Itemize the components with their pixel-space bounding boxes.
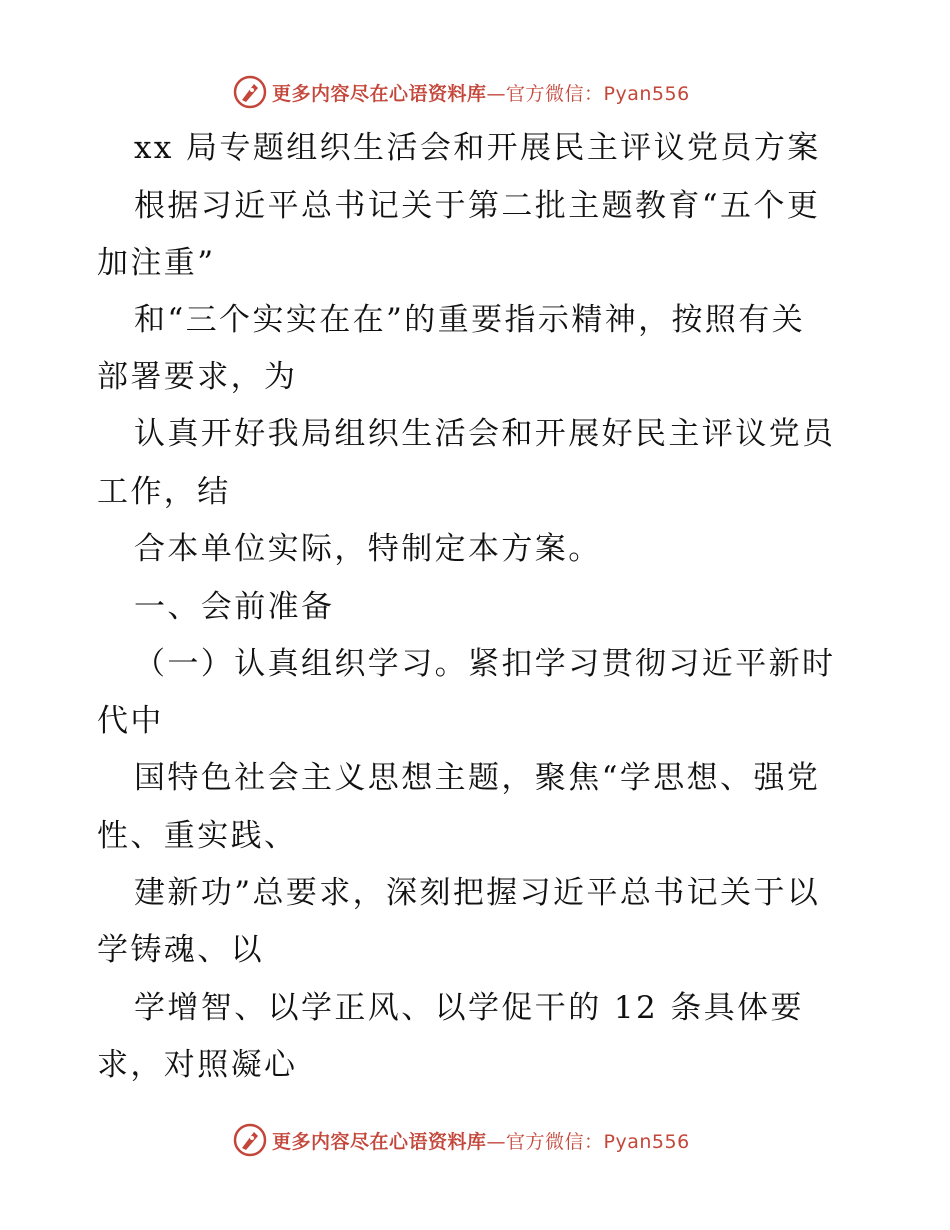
paragraph-line: 学增智、以学正风、以学促干的 12 条具体要 [134,990,804,1026]
paragraph-line: 代中 [97,703,164,739]
paragraph-line: 建新功”总要求，深刻把握习近平总书记关于以 [134,875,821,911]
paragraph-line: 部署要求，为 [97,359,298,395]
document-title: xx 局专题组织生活会和开展民主评议党员方案 [134,130,821,166]
watermark-wechat-id: Pyan556 [603,82,690,105]
watermark-main-text: 更多内容尽在心语资料库 [272,1130,487,1153]
paragraph-line: 根据习近平总书记关于第二批主题教育“五个更 [134,188,821,224]
paragraph-line: （一）认真组织学习。紧扣学习贯彻习近平新时 [134,646,836,682]
paragraph-line: 和“三个实实在在”的重要指示精神，按照有关 [134,302,806,338]
paragraph-line: 加注重” [97,245,216,281]
footer-watermark [232,1120,712,1160]
paragraph-line: 合本单位实际，特制定本方案。 [134,531,602,567]
paragraph-line: 工作，结 [97,474,231,510]
watermark-separator: — [486,1130,507,1153]
paragraph-line: 认真开好我局组织生活会和开展好民主评议党员 [134,416,836,452]
paragraph-line: 性、重实践、 [97,818,298,854]
paragraph-line: 求，对照凝心 [97,1047,298,1083]
watermark-wechat-label: 官方微信： [506,1130,604,1153]
watermark-wechat-label: 官方微信： [506,82,604,105]
watermark-main-text: 更多内容尽在心语资料库 [272,82,487,105]
watermark-wechat-id: Pyan556 [603,1130,690,1153]
pen-nib-seal-icon [232,1122,268,1158]
watermark-separator: — [486,82,507,105]
paragraph-line: 国特色社会主义思想主题，聚焦“学思想、强党 [134,760,821,796]
paragraph-line: 学铸魂、以 [97,932,264,968]
section-heading: 一、会前准备 [134,589,335,625]
